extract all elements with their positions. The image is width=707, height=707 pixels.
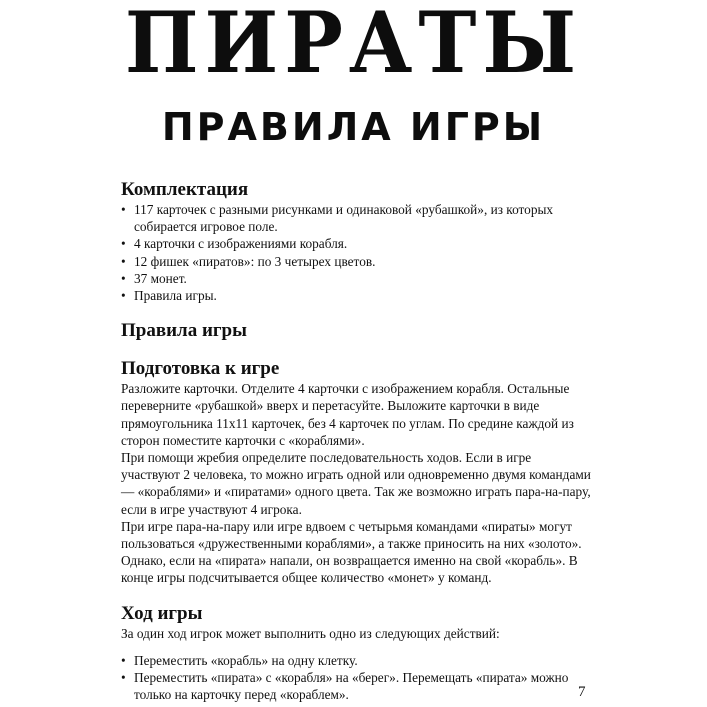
page-number: 7 — [578, 684, 586, 700]
section-heading-kit: Комплектация — [121, 179, 249, 200]
page-title: ПИРАТЫ — [124, 0, 583, 93]
list-item: • 117 карточек с разными рисунками и одинаковой «рубашкой», из которых собирается игровое поле. — [121, 201, 591, 235]
list-item: • Переместить «корабль» на одну клетку. — [121, 652, 591, 669]
spacer — [121, 304, 591, 319]
kit-list — [121, 201, 591, 304]
paragraph: При игре пара-на-пару или игре вдвоем с четырьмя командами «пираты» могут пользоваться «дружественными кораблями», а также приносить на них «золото». Однако, если на «пирата» напали, он возвращается именно на свой «корабль». В конце игры подсчитывается общее количество «монет» у команд. — [121, 518, 582, 586]
spacer — [121, 642, 591, 652]
paragraph: Разложите карточки. Отделите 4 карточки с изображением корабля. Остальные переверните «рубашкой» вверх и перетасуйте. Выложите карточки в виде прямоугольника 11х11 карточек, без 4 карточек по углам. По средине каждой из сторон поместите карточки с «кораблями». — [121, 381, 574, 448]
rules-content — [121, 178, 591, 703]
section-heading-turn: Ход игры — [121, 602, 203, 624]
turn-actions-list — [121, 652, 591, 704]
list-item: • 4 карточки с изображениями корабля. — [121, 235, 591, 252]
paragraph: При помощи жребия определите последовательность ходов. Если в игре участвуют 2 человека, то можно играть одной или одновременно двумя командами — «кораблями» и «пиратами» одного цвета. Так же возможно играть пара-на-пару, если в игре участвуют 4 игрока. — [121, 450, 591, 517]
spacer — [121, 587, 591, 602]
list-item: • 37 монет. — [121, 270, 591, 287]
page-subtitle: ПРАВИЛА ИГРЫ — [161, 105, 546, 149]
section-heading-rules: Правила игры — [121, 320, 247, 342]
section-heading-prep: Подготовка к игре — [121, 358, 280, 380]
spacer — [121, 342, 591, 357]
list-item: • Переместить «пирата» с «корабля» на «берег». Перемещать «пирата» можно только на карточку перед «кораблем». — [121, 669, 591, 703]
list-item: • Правила игры. — [121, 287, 591, 304]
list-item: • 12 фишек «пиратов»: по 3 четырех цветов. — [121, 253, 591, 270]
paragraph: За один ход игрок может выполнить одно из следующих действий: — [121, 625, 500, 641]
